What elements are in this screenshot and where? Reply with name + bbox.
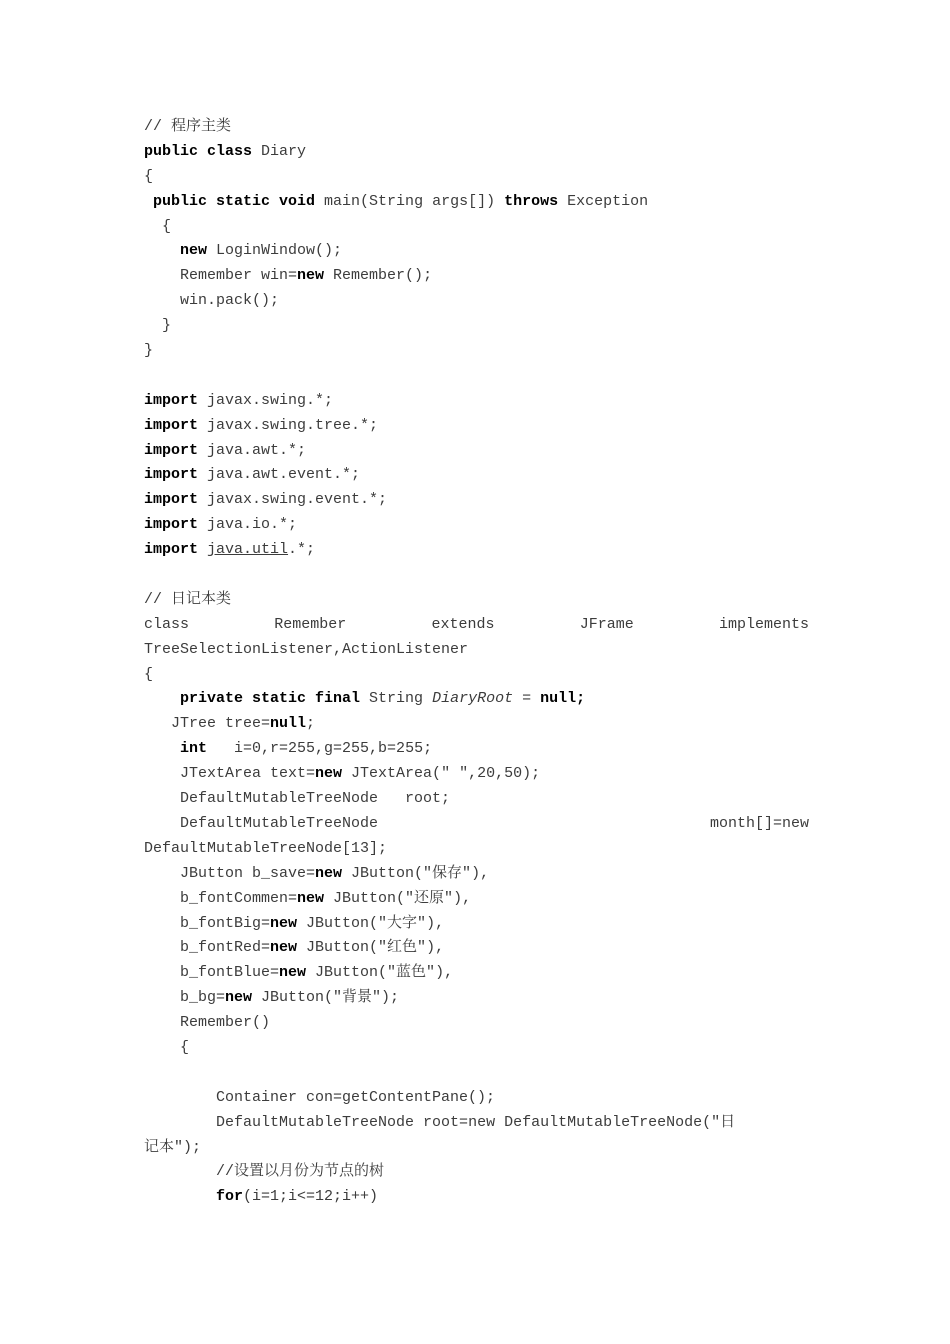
code-text: =	[513, 690, 541, 708]
code-text: .*;	[288, 541, 316, 559]
code-line	[144, 289, 809, 314]
code-keyword: new	[225, 989, 253, 1007]
code-text: JButton("红色"),	[297, 939, 445, 957]
code-keyword: private static final	[180, 690, 361, 708]
code-line	[144, 787, 809, 812]
code-line	[144, 1011, 809, 1036]
code-text: javax.swing.event.*;	[198, 491, 388, 509]
code-text: DefaultMutableTreeNode root=	[144, 1113, 469, 1131]
code-line	[144, 588, 809, 613]
code-line	[144, 1160, 809, 1185]
code-keyword: for	[216, 1188, 244, 1206]
code-line	[144, 663, 809, 688]
code-keyword: throws	[504, 192, 559, 210]
code-line	[144, 638, 809, 663]
code-line	[144, 314, 809, 339]
code-text: JTree tree=	[144, 715, 271, 733]
code-text: DefaultMutableTreeNode	[144, 814, 379, 832]
code-text: DefaultMutableTreeNode("日	[495, 1113, 736, 1131]
code-text: win.pack();	[144, 292, 280, 310]
code-line	[144, 887, 809, 912]
code-text: Exception	[558, 192, 649, 210]
code-line	[144, 563, 809, 588]
code-text: Remember()	[144, 1014, 271, 1032]
code-text: java.io.*;	[198, 516, 298, 534]
code-text: {	[144, 1038, 190, 1056]
code-text: b_fontCommen=	[144, 889, 298, 907]
code-text: //设置以月份为节点的树	[144, 1163, 385, 1181]
code-text: String	[360, 690, 433, 708]
code-text: }	[144, 342, 154, 360]
code-text: DefaultMutableTreeNode[13];	[144, 839, 388, 857]
code-text: JButton("保存"),	[342, 864, 490, 882]
code-text	[198, 541, 207, 558]
code-keyword: public static void	[153, 192, 316, 210]
code-word-group	[144, 812, 378, 837]
code-word-group	[144, 613, 189, 638]
code-line	[144, 389, 809, 414]
code-keyword: extends	[431, 615, 495, 633]
code-keyword: new	[781, 814, 809, 832]
code-line	[144, 264, 809, 289]
code-line	[144, 513, 809, 538]
code-keyword: new	[270, 939, 298, 957]
code-text: // 程序主类	[144, 118, 232, 135]
code-word-group	[431, 613, 494, 638]
code-text: b_fontRed=	[144, 939, 271, 957]
code-keyword: new	[297, 889, 325, 907]
code-text: 记本");	[144, 1138, 202, 1156]
code-keyword: import	[144, 391, 199, 409]
code-line-justified	[144, 812, 809, 837]
code-text: java.awt.*;	[198, 441, 307, 459]
code-text: DiaryRoot	[432, 690, 514, 708]
code-text: main(String args[])	[315, 192, 505, 210]
code-text	[144, 242, 180, 259]
code-keyword: import	[144, 541, 199, 559]
code-line	[144, 712, 809, 737]
code-line	[144, 165, 809, 190]
code-keyword: new	[180, 242, 208, 260]
code-keyword: import	[144, 416, 199, 434]
code-text: Remember	[274, 615, 347, 633]
code-line	[144, 687, 809, 712]
code-text: JFrame	[579, 615, 634, 633]
code-keyword: new	[279, 964, 307, 982]
code-listing	[144, 115, 809, 1210]
code-keyword: null	[270, 715, 307, 733]
code-text: JTextArea(" ",20,50);	[342, 765, 541, 783]
code-keyword: int	[180, 740, 208, 758]
code-text: Diary	[252, 142, 307, 160]
code-keyword: import	[144, 491, 199, 509]
code-text	[144, 193, 153, 210]
code-line	[144, 115, 809, 140]
code-line	[144, 1185, 809, 1210]
code-line	[144, 986, 809, 1011]
code-line	[144, 364, 809, 389]
code-line	[144, 912, 809, 937]
code-text: (i=1;i<=12;i++)	[243, 1188, 379, 1206]
code-line	[144, 538, 809, 563]
code-line	[144, 1036, 809, 1061]
code-line	[144, 339, 809, 364]
code-word-group	[580, 613, 634, 638]
code-line	[144, 762, 809, 787]
code-text: javax.swing.tree.*;	[198, 416, 379, 434]
code-text: JButton("蓝色"),	[306, 964, 454, 982]
code-text: Remember win=	[144, 267, 298, 285]
code-text	[144, 740, 180, 757]
code-keyword: new	[315, 864, 343, 882]
code-text: b_fontBlue=	[144, 964, 280, 982]
code-word-group	[274, 613, 346, 638]
code-keyword: new	[468, 1113, 496, 1131]
code-text: month[]=	[709, 814, 782, 832]
code-keyword: new	[270, 914, 298, 932]
code-line	[144, 1136, 809, 1161]
code-keyword: new	[297, 267, 325, 285]
code-text: JTextArea text=	[144, 765, 316, 783]
code-keyword: import	[144, 441, 199, 459]
code-text: }	[144, 317, 172, 335]
code-text: JButton b_save=	[144, 864, 316, 882]
code-line	[144, 837, 809, 862]
code-line	[144, 215, 809, 240]
code-keyword: import	[144, 516, 199, 534]
code-line	[144, 862, 809, 887]
code-text: JButton("背景");	[252, 989, 400, 1007]
code-line-justified	[144, 613, 809, 638]
code-text: b_fontBig=	[144, 914, 271, 932]
code-keyword: implements	[718, 615, 809, 633]
code-text: java.util	[207, 541, 289, 559]
code-line-justified	[144, 1111, 809, 1136]
code-text: {	[144, 217, 172, 235]
code-text: JButton("大字"),	[297, 914, 445, 932]
code-word-group	[144, 1111, 735, 1136]
code-line	[144, 140, 809, 165]
code-line	[144, 1061, 809, 1086]
code-text: Remember();	[324, 267, 433, 285]
code-keyword: import	[144, 466, 199, 484]
code-text: Container con=getContentPane();	[144, 1088, 496, 1106]
code-text: DefaultMutableTreeNode root;	[144, 790, 451, 808]
code-text: // 日记本类	[144, 590, 232, 608]
code-text: i=0,r=255,g=255,b=255;	[207, 740, 433, 758]
code-line	[144, 463, 809, 488]
code-line	[144, 961, 809, 986]
code-text: {	[144, 167, 154, 185]
code-text: ;	[306, 715, 316, 733]
code-keyword: class	[144, 615, 190, 633]
code-line	[144, 414, 809, 439]
code-text: javax.swing.*;	[198, 391, 334, 409]
code-text: JButton("还原"),	[324, 889, 472, 907]
code-line	[144, 1086, 809, 1111]
code-text	[144, 1188, 216, 1205]
code-line	[144, 239, 809, 264]
code-line	[144, 488, 809, 513]
code-word-group	[719, 613, 809, 638]
code-keyword: new	[315, 765, 343, 783]
code-line	[144, 190, 809, 215]
code-line	[144, 936, 809, 961]
code-word-group	[710, 812, 809, 837]
code-text	[144, 690, 180, 707]
code-text: java.awt.event.*;	[198, 466, 361, 484]
code-text: TreeSelectionListener,ActionListener	[144, 640, 469, 658]
code-keyword: public class	[144, 142, 253, 160]
code-text: b_bg=	[144, 989, 226, 1007]
code-keyword: null;	[540, 690, 586, 708]
code-line	[144, 439, 809, 464]
code-text: LoginWindow();	[207, 242, 343, 260]
code-line	[144, 737, 809, 762]
code-text: {	[144, 665, 154, 683]
